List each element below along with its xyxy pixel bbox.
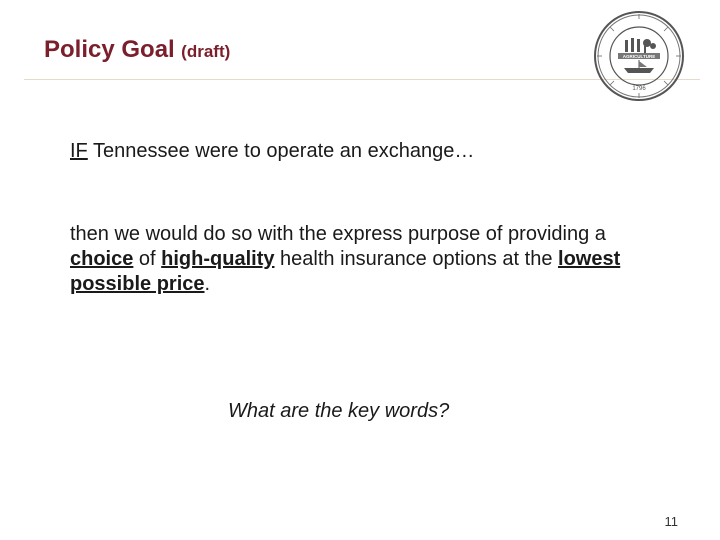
- keyword-high-quality: high-quality: [161, 248, 275, 270]
- page-number: 11: [664, 514, 678, 529]
- keyword-choice: choice: [70, 248, 134, 270]
- seal-banner-text: AGRICULTURE: [622, 54, 656, 59]
- slide-title: [44, 36, 230, 64]
- purpose-part3: health insurance options at the: [274, 248, 559, 270]
- title-draft-note: (draft): [181, 42, 231, 61]
- paragraph-purpose: [70, 222, 650, 297]
- purpose-part2: of: [133, 248, 162, 270]
- key-words-question: What are the key words?: [228, 400, 450, 422]
- paragraph-if-statement: [70, 139, 630, 164]
- title-main: Policy Goal: [44, 36, 175, 63]
- tennessee-state-seal-icon: [580, 10, 698, 102]
- if-rest: Tennessee were to operate an exchange…: [87, 140, 475, 162]
- seal-year: 1796: [632, 86, 646, 92]
- purpose-part4: .: [204, 273, 211, 295]
- keyword-lowest-price: lowest possible price: [70, 248, 621, 295]
- purpose-part1: then we would do so with the express purpose of providing a: [70, 223, 606, 245]
- if-word: IF: [70, 140, 88, 162]
